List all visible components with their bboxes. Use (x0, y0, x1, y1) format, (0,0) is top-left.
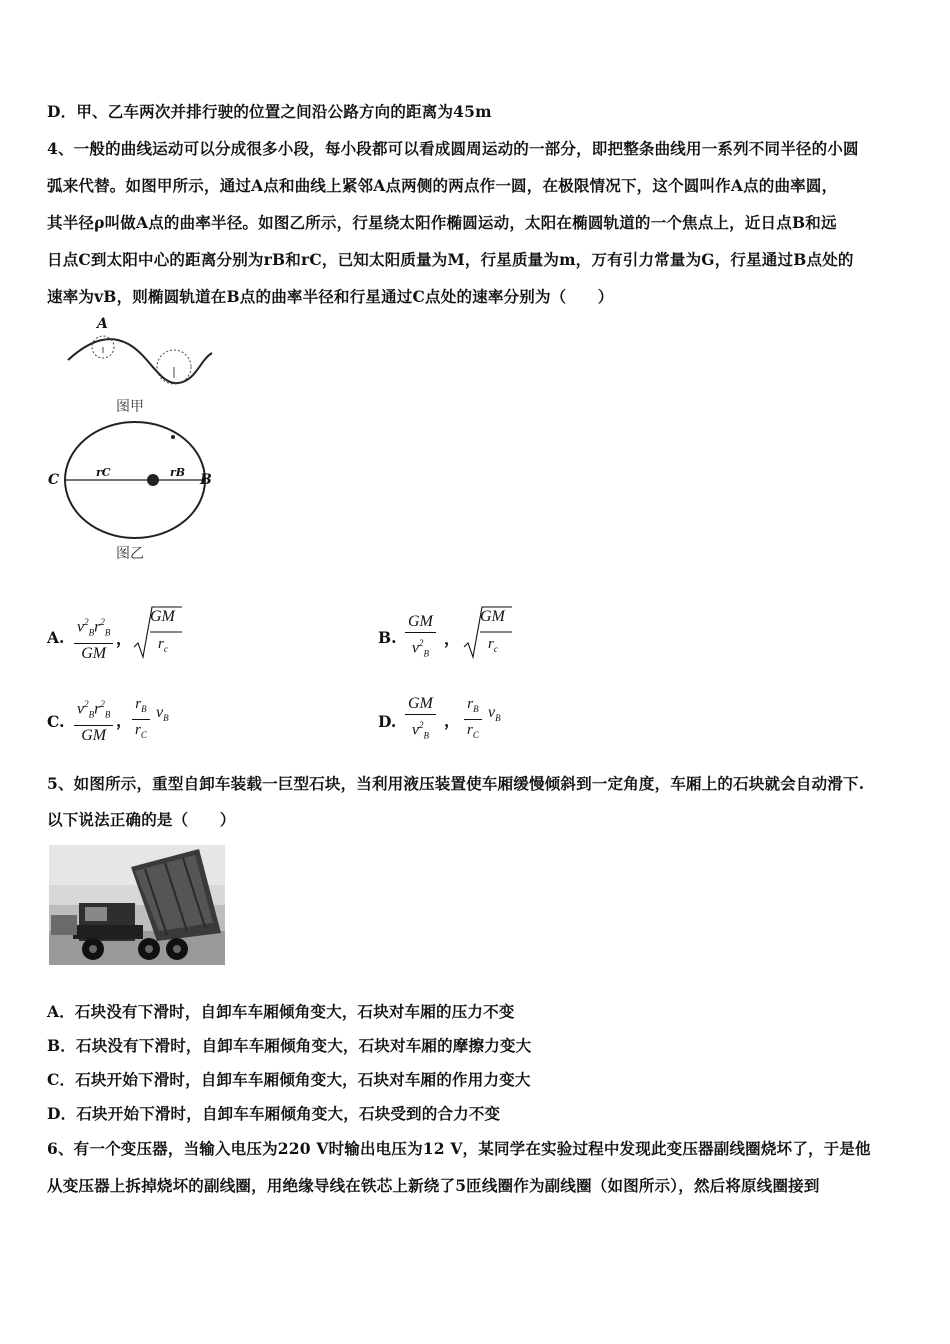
dump-truck-photo (49, 845, 225, 965)
figure-yi-label-rb: rB (170, 466, 186, 479)
figure-yi-label-c: C (48, 472, 60, 488)
q4-option-c-vb: $v_B$ (156, 704, 169, 724)
figure-yi-label-rc: rC (96, 466, 111, 479)
q6-line-2: 从变压器上拆掉烧坏的副线圈，用绝缘导线在铁芯上新绕了5匝线圈作为副线圈（如图所示），然后将原线圈接到 (47, 1176, 820, 1195)
q4-line-2: 弧来代替。如图甲所示，通过A点和曲线上紧邻A点两侧的两点作一圆，在极限情况下，这个圆叫作A点的曲率圆， (47, 176, 838, 195)
q4-option-d-fraction: GM $v^2_B$ (405, 694, 436, 746)
q4-option-a-sqrt-den: $r_c$ (158, 636, 168, 654)
q3-option-d: D．甲、乙车两次并排行驶的位置之间沿公路方向的距离为45m (47, 102, 492, 121)
q5-option-a: A．石块没有下滑时，自卸车车厢倾角变大，石块对车厢的压力不变 (47, 1002, 515, 1021)
q6-line-1: 6、有一个变压器，当输入电压为220 V时输出电压为12 V，某同学在实验过程中发现此变压器副线圈烧坏了，于是他 (47, 1139, 871, 1158)
figure-yi-label-b: B (200, 472, 212, 488)
q4-option-b-letter: B. (378, 628, 397, 647)
q4-option-c-ratio: $r_B$ $r_C$ (132, 694, 150, 745)
q4-option-a-fraction: $v^2_Br^2_B$ GM (74, 612, 113, 664)
q5-line-2: 以下说法正确的是（ ） (47, 810, 236, 829)
q5-option-b: B．石块没有下滑时，自卸车车厢倾角变大，石块对车厢的摩擦力变大 (47, 1036, 532, 1055)
q4-option-a-letter: A. (47, 628, 65, 647)
q4-line-3: 其半径ρ叫做A点的曲率半径。如图乙所示，行星绕太阳作椭圆运动，太阳在椭圆轨道的一个焦点上，近日点B和远 (47, 213, 837, 232)
figure-yi-ellipse (55, 418, 215, 543)
q4-option-a-sqrt-num: GM (150, 608, 175, 625)
figure-jia-label-a: A (97, 316, 108, 332)
q4-option-d-comma: ， (444, 711, 461, 730)
q4-option-c-letter: C. (47, 712, 65, 731)
q4-option-b-comma: ， (444, 629, 461, 648)
q4-option-d-vb: $v_B$ (488, 704, 501, 724)
q4-option-d-letter: D. (378, 712, 397, 731)
q4-line-1: 4、一般的曲线运动可以分成很多小段，每小段都可以看成圆周运动的一部分，即把整条曲线用一系列不同半径的小圆 (47, 139, 859, 158)
figure-yi-caption: 图乙 (116, 546, 144, 562)
q4-option-a-comma: ， (116, 629, 133, 648)
q4-option-b-sqrt-num: GM (480, 608, 505, 625)
q4-option-c-fraction: $v^2_Br^2_B$ GM (74, 694, 113, 746)
q4-line-4: 日点C到太阳中心的距离分别为rB和rC，已知太阳质量为M，行星质量为m，万有引力常量为G，行星通过B点处的 (47, 250, 854, 269)
q4-option-b-fraction: GM $v^2_B$ (405, 612, 436, 664)
q5-option-c: C．石块开始下滑时，自卸车车厢倾角变大，石块对车厢的作用力变大 (47, 1070, 531, 1089)
q4-option-c-comma: ， (116, 711, 133, 730)
q4-option-b-sqrt-den: $r_c$ (488, 636, 498, 654)
q5-line-1: 5、如图所示，重型自卸车装载一巨型石块，当利用液压装置使车厢缓慢倾斜到一定角度，车厢上的石块就会自动滑下. (47, 774, 865, 793)
q4-line-5: 速率为vB，则椭圆轨道在B点的曲率半径和行星通过C点处的速率分别为（ ） (47, 287, 614, 306)
q5-option-d: D．石块开始下滑时，自卸车车厢倾角变大，石块受到的合力不变 (47, 1104, 501, 1123)
figure-jia-curve (60, 315, 220, 395)
figure-jia-caption: 图甲 (116, 399, 144, 415)
q4-option-d-ratio: $r_B$ $r_C$ (464, 694, 482, 745)
